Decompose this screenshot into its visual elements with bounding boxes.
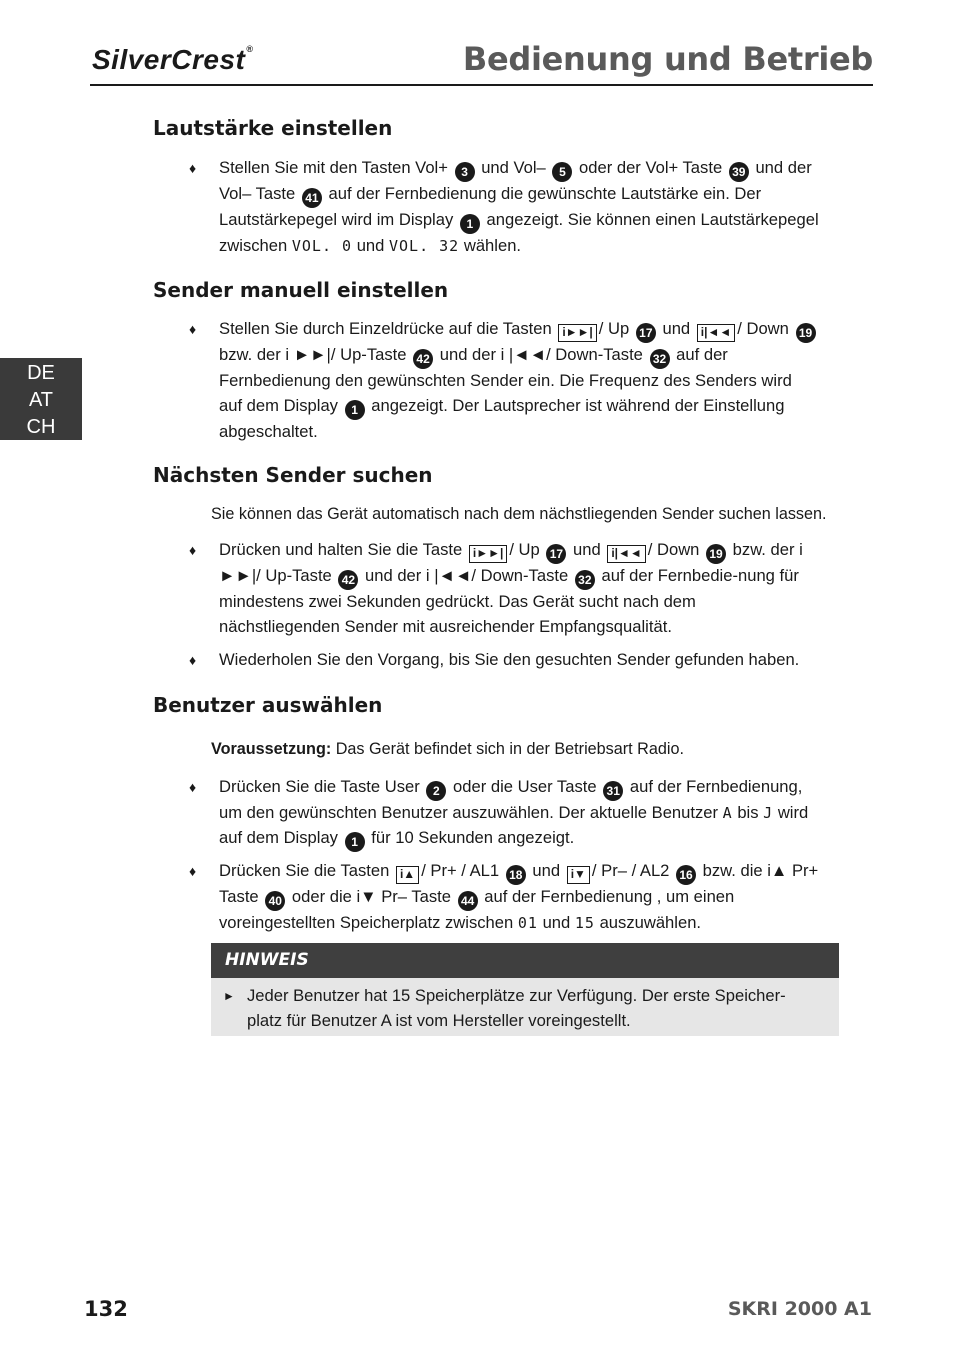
note-body [211, 978, 839, 1036]
diamond-bullet-icon: ♦ [189, 542, 197, 558]
section-heading: Benutzer auswählen [153, 693, 383, 717]
ref-number: 1 [345, 832, 365, 852]
intro-text: Sie können das Gerät automatisch nach dem nächstliegenden Sender suchen lassen. [211, 505, 827, 523]
ref-number: 16 [676, 865, 696, 885]
brand-text: SilverCrest [92, 44, 246, 75]
diamond-bullet-icon: ♦ [189, 779, 197, 795]
ref-number: 44 [458, 891, 478, 911]
ref-number: 18 [506, 865, 526, 885]
model-name: SKRI 2000 A1 [727, 1298, 872, 1320]
section-user-select [153, 693, 382, 717]
key-symbol: i►►| [558, 324, 596, 342]
lang-de: DE [27, 362, 55, 384]
key-symbol: i|◄◄ [697, 324, 735, 342]
ref-number: 1 [460, 214, 480, 234]
ref-number: 39 [729, 162, 749, 182]
key-symbol: i▲ [396, 866, 419, 884]
note-text: Jeder Benutzer hat 15 Speicherplätze zur Verfügung. Der erste Speicher-platz für Benutzer A ist vom Hersteller voreingestellt. [247, 986, 786, 1030]
list-item: ♦ Drücken und halten Sie die Taste i►►| / Up 17 und i|◄◄ / Down 19 bzw. der i ►►|/ Up-Taste 42 und der i |◄◄/ Down-Taste 32 auf der Fernbedie-nung für mindestens zwei Sekunden gedrückt. Das Gerät sucht nach dem nächstliegenden Sender mit ausreichender Empfangsqualität. [189, 540, 803, 636]
section-station-search [153, 463, 433, 487]
section-heading: Lautstärke einstellen [153, 116, 393, 140]
note-heading: HINWEIS [211, 943, 839, 978]
key-symbol: i▼ [567, 866, 590, 884]
brand-registered-mark: ® [246, 44, 254, 54]
arrow-right-icon: ► [223, 989, 235, 1003]
section-heading: Sender manuell einstellen [153, 278, 449, 302]
ref-number: 19 [706, 544, 726, 564]
diamond-bullet-icon: ♦ [189, 863, 197, 879]
ref-number: 42 [413, 349, 433, 369]
list-item: ♦ Stellen Sie mit den Tasten Vol+ 3 und Vol– 5 oder der Vol+ Taste 39 und der Vol– Taste 41 auf der Fernbedienung die gewünschte Lautstärke ein. Der Lautstärkepegel wird im Display 1 angezeigt. Sie können einen Lautstärkepegel zwischen VOL. 0 und VOL. 32 wählen. [189, 158, 819, 255]
list-item: ♦ Wiederholen Sie den Vorgang, bis Sie den gesuchten Sender gefunden haben. [219, 648, 839, 673]
list-item: ♦ Stellen Sie durch Einzeldrücke auf die Tasten i►►| / Up 17 und i|◄◄ / Down 19 bzw. der i ►►|/ Up-Taste 42 und der i |◄◄/ Down-Taste 32 auf der Fernbedienung den gewünschten Sender ein. Die Frequenz des Senders wird auf dem Display 1 angezeigt. Der Lautsprecher ist während der Einstellung abgeschaltet. [219, 317, 819, 444]
ref-number: 19 [796, 323, 816, 343]
prerequisite-text: Das Gerät befindet sich in der Betriebsart Radio. [335, 740, 684, 758]
ref-number: 32 [650, 349, 670, 369]
diamond-bullet-icon: ♦ [189, 321, 197, 337]
language-tab [0, 358, 82, 440]
list-item: ♦ Drücken Sie die Tasten i▲ / Pr+ / AL1 18 und i▼ / Pr– / AL2 16 bzw. die i▲ Pr+ Taste 40 oder die i▼ Pr– Taste 44 auf der Fernbedienung , um einen voreingestellten Speicherplatz zwischen 01 und 15 auszuwählen. [189, 861, 819, 932]
list-item: ♦ Drücken Sie die Taste User 2 oder die User Taste 31 auf der Fernbedienung, um den gewünschten Benutzer auszuwählen. Der aktuelle Benutzer A bis J wird auf dem Display 1 für 10 Sekunden angezeigt. [219, 775, 819, 852]
section-heading: Nächsten Sender suchen [153, 463, 433, 487]
lang-at: AT [28, 389, 54, 411]
section-manual-tuning [153, 278, 448, 302]
prerequisite-label: Voraussetzung: [211, 740, 332, 758]
page-title: Bedienung und Betrieb [462, 40, 873, 78]
note-box [211, 943, 839, 1036]
page-header [90, 38, 873, 86]
lcd-text: VOL. 0 [291, 237, 353, 255]
lcd-text: 01 [517, 914, 538, 932]
key-symbol: i|◄◄ [607, 545, 645, 563]
ref-number: 17 [546, 544, 566, 564]
lcd-text: A [722, 804, 733, 822]
ref-number: 5 [552, 162, 572, 182]
brand-logo [92, 44, 254, 76]
ref-number: 32 [575, 570, 595, 590]
ref-number: 41 [302, 188, 322, 208]
diamond-bullet-icon: ♦ [189, 160, 197, 176]
diamond-bullet-icon: ♦ [189, 652, 197, 668]
section-volume [153, 116, 392, 140]
lcd-text: J [763, 804, 774, 822]
lcd-text: VOL. 32 [389, 237, 460, 255]
key-symbol: i►►| [469, 545, 507, 563]
page-number: 132 [84, 1297, 128, 1321]
ref-number: 31 [603, 781, 623, 801]
prerequisite [211, 737, 851, 761]
ref-number: 2 [426, 781, 446, 801]
ref-number: 17 [636, 323, 656, 343]
lang-ch: CH [26, 416, 56, 438]
ref-number: 40 [265, 891, 285, 911]
ref-number: 1 [345, 400, 365, 420]
lcd-text: 15 [574, 914, 595, 932]
ref-number: 42 [338, 570, 358, 590]
ref-number: 3 [455, 162, 475, 182]
